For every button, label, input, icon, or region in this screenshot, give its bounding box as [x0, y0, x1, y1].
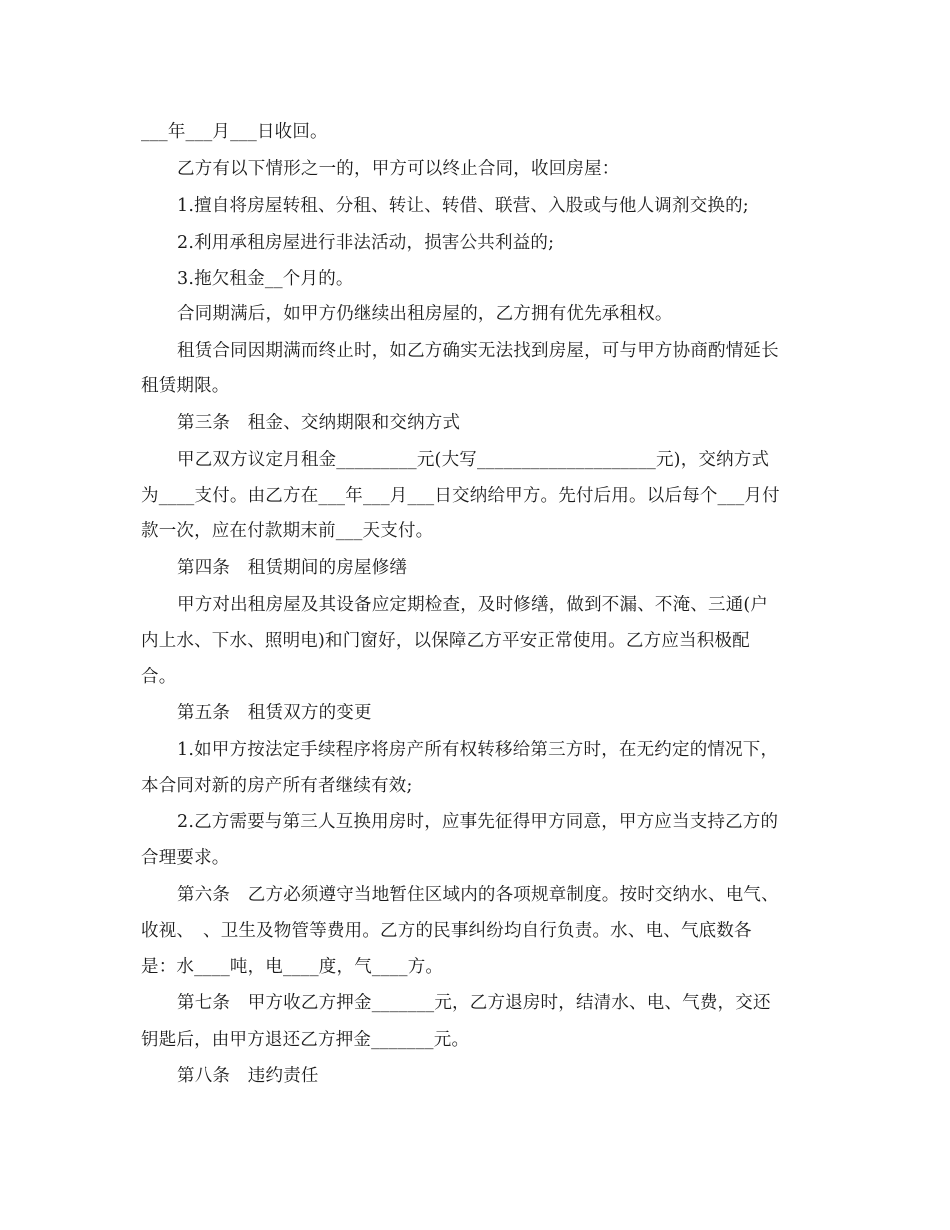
text-line: 乙方有以下情形之一的，甲方可以终止合同，收回房屋：: [177, 159, 620, 179]
text-line: 2.乙方需要与第三人互换用房时，应事先征得甲方同意，甲方应当支持乙方的: [177, 812, 779, 832]
section-heading: 第三条 租金、交纳期限和交纳方式: [177, 413, 461, 433]
section-heading: 第八条 违约责任: [177, 1066, 319, 1086]
text-line: 甲乙双方议定月租金_________元(大写____________________元)，交纳方式: [177, 450, 770, 470]
text-line: 1.如甲方按法定手续程序将房产所有权转移给第三方时，在无约定的情况下，: [177, 740, 779, 760]
text-line: 收视、 、卫生及物管等费用。乙方的民事纠纷均自行负责。水、电、气底数各: [141, 921, 752, 941]
section-heading: 第五条 租赁双方的变更: [177, 703, 372, 723]
text-line: 合理要求。: [141, 848, 230, 868]
text-line: 甲方对出租房屋及其设备应定期检查，及时修缮，做到不漏、不淹、三通(户: [177, 595, 769, 615]
text-line: 是：水____吨，电____度，气____方。: [141, 957, 444, 977]
text-line: ___年___月___日收回。: [141, 122, 328, 142]
text-line: 为____支付。由乙方在___年___月___日交纳给甲方。先付后用。以后每个___月付: [141, 486, 780, 506]
text-line: 租赁期限。: [141, 376, 230, 396]
section-heading: 第六条 乙方必须遵守当地暂住区域内的各项规章制度。按时交纳水、电气、: [177, 885, 779, 905]
text-line: 内上水、下水、照明电)和门窗好，以保障乙方平安正常使用。乙方应当积极配: [141, 631, 750, 651]
text-line: 租赁合同因期满而终止时，如乙方确实无法找到房屋，可与甲方协商酌情延长: [177, 341, 779, 361]
text-line: 本合同对新的房产所有者继续有效;: [141, 776, 413, 796]
text-line: 3.拖欠租金__个月的。: [177, 269, 354, 289]
section-heading: 第七条 甲方收乙方押金_______元，乙方退房时，结清水、电、气费，交还: [177, 993, 771, 1013]
text-line: 1.擅自将房屋转租、分租、转让、转借、联营、入股或与他人调剂交换的;: [177, 196, 749, 216]
section-heading: 第四条 租赁期间的房屋修缮: [177, 558, 408, 578]
text-line: 钥匙后，由甲方退还乙方押金_______元。: [141, 1030, 470, 1050]
text-line: 2.利用承租房屋进行非法活动，损害公共利益的;: [177, 233, 555, 253]
text-line: 款一次，应在付款期末前___天支付。: [141, 521, 434, 541]
text-line: 合。: [141, 667, 177, 687]
text-line: 合同期满后，如甲方仍继续出租房屋的，乙方拥有优先承租权。: [177, 304, 673, 324]
